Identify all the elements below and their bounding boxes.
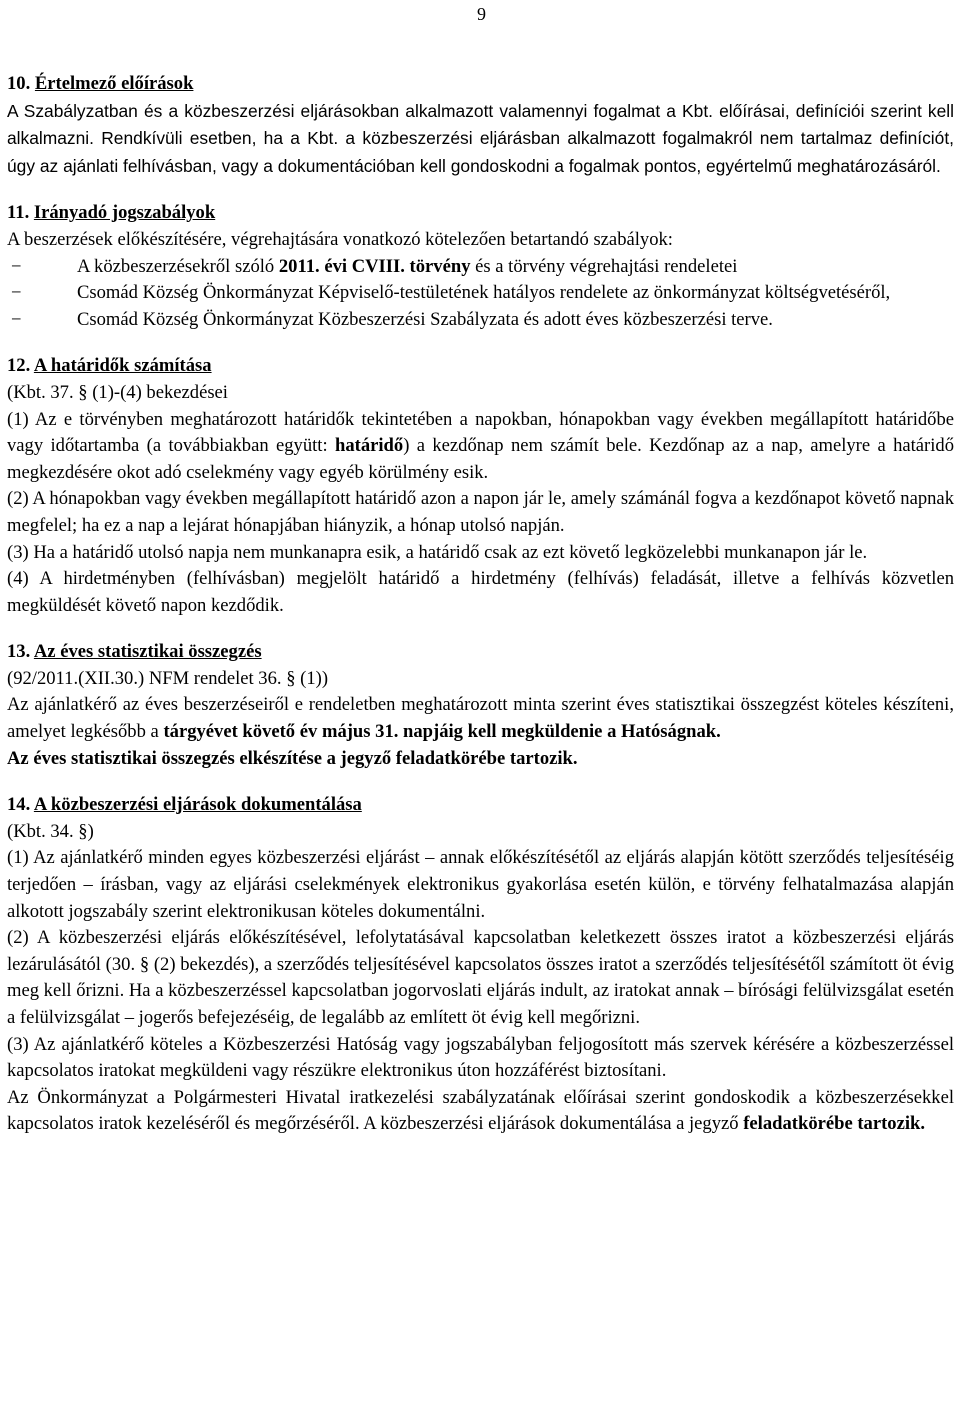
- paragraph: Az ajánlatkérő az éves beszerzéseiről e rendeletben meghatározott minta szerint éves statisztikai összegzést köteles készíteni, amelyet legkésőbb a tárgyévet követő év május 31. napjáig kell megküldenie a Hatóságnak.: [7, 694, 954, 743]
- paragraph: A Szabályzatban és a közbeszerzési eljárásokban alkalmazott valamennyi fogalmat a Kbt. előírásai, definíciói szerint kell alkalmazni. Rendkívüli esetben, ha a Kbt. a közbeszerzési eljárásban alkalmazott fogalmakról nem tartalmaz definíciót, úgy az ajánlati felhívásban, vagy a dokumentációban kell gondoskodni a fogalmak pontos, egyértelmű meghatározásáról.: [7, 100, 954, 176]
- dash-bullet: −: [11, 308, 22, 330]
- list-item: − A közbeszerzésekről szóló 2011. évi CVIII. törvény és a törvény végrehajtási rendeletei: [7, 254, 954, 281]
- section-12: [7, 353, 954, 619]
- section-11: [7, 200, 954, 333]
- paragraph: Az éves statisztikai összegzés elkészítése a jegyző feladatkörébe tartozik.: [7, 747, 578, 769]
- section-number: 14.: [7, 794, 31, 816]
- paragraph: (1) Az ajánlatkérő minden egyes közbeszerzési eljárást – annak előkészítésétől az eljárás alapján kötött szerződés teljesítéséig terjedően – írásban, vagy az eljárási cselekmények elektronikus gyakorlása esetén külön, e törvény felhatalmazása alapján alkotott jogszabály szerint elektronikusan köteles dokumentálni.: [7, 847, 954, 922]
- paragraph: (3) Az ajánlatkérő köteles a Közbeszerzési Hatóság vagy jogszabályban feljogosított más szervek kérésére a közbeszerzéssel kapcsolatos iratokat megküldeni vagy részükre elektronikus úton hozzáférést biztosítani.: [7, 1033, 954, 1082]
- dash-bullet: −: [11, 282, 22, 304]
- section-13: [7, 639, 954, 772]
- paragraph: A beszerzések előkészítésére, végrehajtására vonatkozó kötelezően betartandó szabályok:: [7, 228, 673, 250]
- section-heading: [7, 353, 954, 380]
- section-title: Az éves statisztikai összegzés: [33, 641, 262, 663]
- paragraph: (2) A hónapokban vagy években megállapított határidő azon a napon jár le, amely számánál fogva a kezdőnapot követő napnak megfelel; ha ez a nap a lejárat hónapjában hiányzik, a hónap utolsó napján.: [7, 488, 954, 536]
- section-number: 10.: [7, 73, 31, 94]
- paragraph: (3) Ha a határidő utolsó napja nem munkanapra esik, a határidő csak az ezt követő legközelebbi munkanapon jár le.: [7, 541, 868, 563]
- section-title: A határidők számítása: [33, 355, 212, 377]
- paragraph: (1) Az e törvényben meghatározott határidők tekintetében a napokban, hónapokban vagy években megállapított határidőbe vagy időtartamba (a továbbiakban együtt: határidő) a kezdőnap nem számít bele. Kezdőnap az a nap, amelyre a határidő megkezdésére okot adó cselekmény vagy egyéb körülmény esik.: [7, 408, 955, 483]
- dash-bullet: −: [11, 255, 22, 277]
- section-14: [7, 792, 954, 1138]
- paragraph: Az Önkormányzat a Polgármesteri Hivatal iratkezelési szabályzatának előírásai szerint gondoskodik a közbeszerzésekkel kapcsolatos iratok kezeléséről és megőrzéséről. A közbeszerzési eljárások dokumentálása a jegyző feladatkörébe tartozik.: [7, 1086, 954, 1135]
- legal-reference: (Kbt. 37. § (1)-(4) bekezdései: [7, 381, 228, 403]
- section-title: Értelmező előírások: [34, 73, 194, 94]
- list-item: − Csomád Község Önkormányzat Közbeszerzési Szabályzata és adott éves közbeszerzési terve.: [7, 307, 954, 334]
- section-heading: [7, 71, 954, 98]
- section-heading: [7, 200, 954, 227]
- section-number: 13.: [7, 641, 31, 663]
- section-heading: [7, 639, 954, 666]
- section-title: A közbeszerzési eljárások dokumentálása: [33, 794, 362, 816]
- section-heading: [7, 792, 954, 819]
- section-10: [7, 71, 954, 180]
- paragraph: (2) A közbeszerzési eljárás előkészítésével, lefolytatásával kapcsolatban keletkezett összes iratot a közbeszerzési eljárás lezárulásától (30. § (2) bekezdés), a szerződés teljesítésével kapcsolatos összes iratot a szerződés teljesítésétől számított öt évig meg kell őrizni. Ha a közbeszerzéssel kapcsolatban jogorvoslati eljárás indult, az iratokat annak – bírósági felülvizsgálat esetén a felülvizsgálat – jogerős befejezéséig, de legalább az említett öt évig kell megőrizni.: [7, 927, 954, 1028]
- section-number: 12.: [7, 355, 31, 377]
- section-number: 11.: [7, 202, 30, 224]
- list-item: − Csomád Község Önkormányzat Képviselő-testületének hatályos rendelete az önkormányzat költségvetéséről,: [7, 280, 954, 307]
- section-title: Irányadó jogszabályok: [33, 202, 216, 224]
- paragraph: (4) A hirdetményben (felhívásban) megjelölt határidő a hirdetmény (felhívás) feladását, illetve a felhívás közvetlen megküldését követő napon kezdődik.: [7, 568, 954, 616]
- page-number: 9: [477, 4, 486, 24]
- document-body: [7, 71, 954, 1138]
- legal-reference: (Kbt. 34. §): [7, 820, 94, 842]
- legal-reference: (92/2011.(XII.30.) NFM rendelet 36. § (1)): [7, 667, 329, 689]
